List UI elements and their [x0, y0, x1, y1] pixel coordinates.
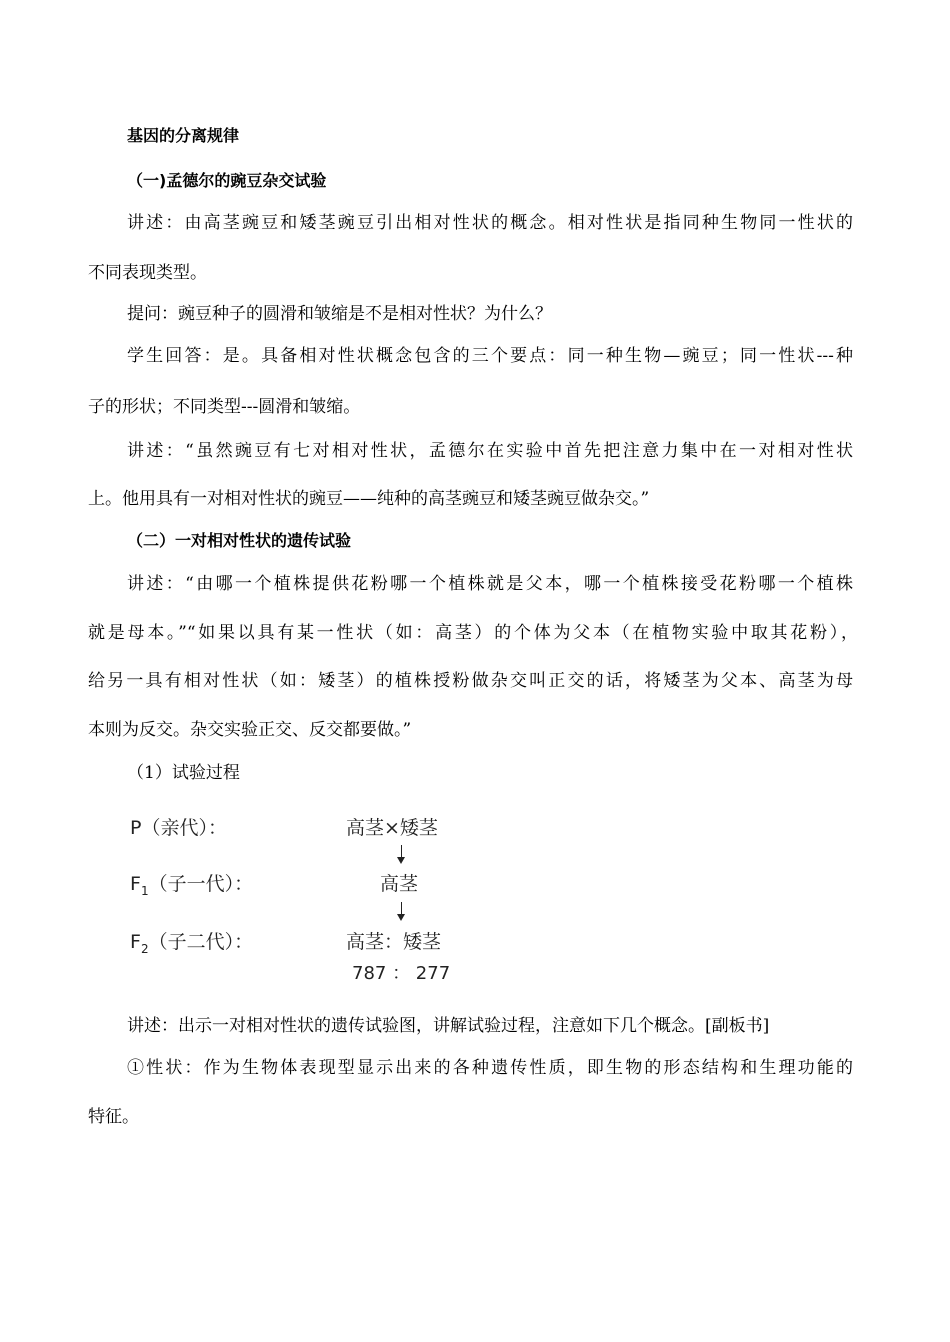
paragraph-line: 上。他用具有一对相对性状的豌豆——纯种的高茎豌豆和矮茎豌豆做杂交。”: [88, 489, 650, 509]
paragraph-line: 不同表现类型。: [88, 263, 207, 283]
paragraph-line: 特征。: [88, 1107, 139, 1127]
paragraph-line: ①性状：作为生物体表现型显示出来的各种遗传性质，即生物的形态结构和生理功能的: [127, 1058, 853, 1078]
page-title: 基因的分离规律: [127, 126, 240, 145]
f2-generation-value: 高茎：矮茎: [346, 931, 442, 953]
f2-generation-label: $F_2$（子二代）：: [130, 931, 254, 956]
section-heading-2: （二）一对相对性状的遗传试验: [127, 531, 352, 550]
f1-generation-value: 高茎: [380, 873, 419, 895]
paragraph-line: 讲述：“虽然豌豆有七对相对性状，孟德尔在实验中首先把注意力集中在一对相对性状: [127, 441, 853, 461]
p-generation-cross: 高茎×矮茎: [346, 817, 438, 839]
paragraph-line: 讲述：由高茎豌豆和矮茎豌豆引出相对性状的概念。相对性状是指同种生物同一性状的: [127, 213, 853, 233]
paragraph-line: 讲述：“由哪一个植株提供花粉哪一个植株就是父本，哪一个植株接受花粉哪一个植株: [127, 574, 853, 594]
paragraph-line: 讲述：出示一对相对性状的遗传试验图，讲解试验过程，注意如下几个概念。[副板书]: [127, 1016, 770, 1036]
paragraph-line: 学生回答：是。具备相对性状概念包含的三个要点：同一种生物—豌豆；同一性状---种: [127, 346, 853, 366]
paragraph-line: 子的形状；不同类型---圆滑和皱缩。: [88, 397, 361, 417]
f1-generation-label: $F_1$（子一代）：: [130, 873, 254, 898]
p-generation-label: P（亲代）：: [130, 817, 227, 839]
cross-diagram: [130, 812, 470, 992]
section-heading-1: （一)孟德尔的豌豆杂交试验: [127, 171, 327, 190]
paragraph-line: 本则为反交。杂交实验正交、反交都要做。”: [88, 720, 412, 740]
sub-heading: （1）试验过程: [127, 763, 240, 783]
f2-ratio: 787 ： 277: [352, 963, 451, 984]
paragraph-line: 给另一具有相对性状（如：矮茎）的植株授粉做杂交叫正交的话，将矮茎为父本、高茎为母: [88, 671, 853, 691]
paragraph-line: 就是母本。”“如果以具有某一性状（如：高茎）的个体为父本（在植物实验中取其花粉），: [88, 623, 858, 643]
paragraph-line: 提问：豌豆种子的圆滑和皱缩是不是相对性状？为什么？: [127, 304, 552, 324]
